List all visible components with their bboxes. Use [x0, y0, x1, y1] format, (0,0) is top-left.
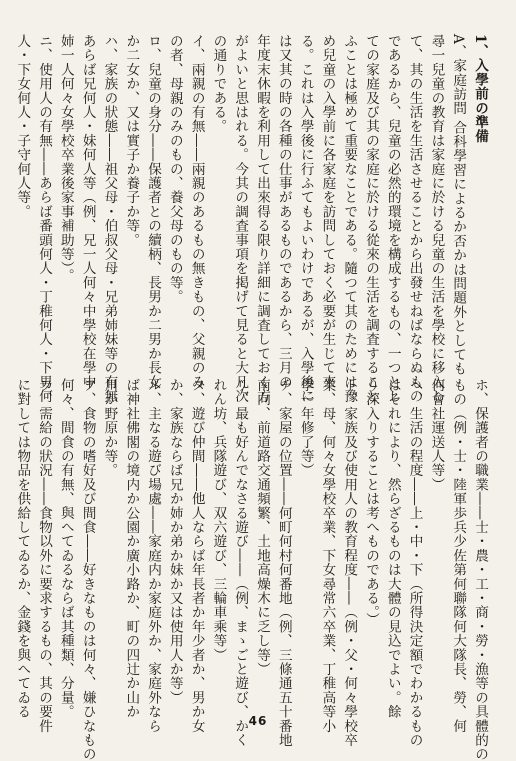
- text-line: はそれにより、然らざるものは大體の見込でよい。餘: [384, 378, 401, 719]
- text-line: め兒童の入學前に各家庭を訪問しておく必要が生じて來: [319, 34, 336, 389]
- text-line: 何會社運送人等）: [428, 378, 445, 492]
- text-line: か二女か、又は實子か養子か等。: [123, 34, 140, 247]
- text-line: ば神社佛閣の境内か公園か廣小路か、町の四辻か山か: [123, 378, 140, 719]
- text-line: イ、兩親の有無――兩親のあるもの無きもの、父親のみ: [188, 34, 205, 389]
- text-line: ニ、使用人の有無――あらば番頭何人・丁稚何人・下男何: [36, 34, 53, 404]
- upper-text-block: [10, 34, 490, 404]
- text-line: 業、母、何々女學校卒業、下女尋常六卒業、丁稚高等小: [319, 378, 336, 733]
- text-line: 尋一兒童の教育は家庭に於ける兒童の生活を學校に移入し: [428, 34, 445, 404]
- text-line: チ、家屋の位置――何町何村何番地（例、三條通五十番地: [275, 378, 292, 748]
- text-line: 學一年修了等）: [297, 378, 314, 478]
- text-line: ロ、兒童の身分――保護者との續柄、長男か二男か長女: [145, 34, 162, 389]
- text-line: る。これは入學後に行ふてもよいわけであるが、入學後に: [297, 34, 314, 404]
- text-line: ワ、需給の狀況――食物以外に要求するもの、其の要件: [36, 378, 53, 733]
- text-line: がよいと思はれる。今其の調査事項を掲げて見ると大凡次: [232, 34, 249, 404]
- text-line: ての家庭及び其の家庭に於ける從來の生活を調査すること: [363, 34, 380, 404]
- text-line: 川か野原か等。: [101, 378, 118, 478]
- text-line: 姉一人何々女學校卒業後家事補助等）。: [57, 34, 74, 283]
- text-line: ヘ、生活の程度――上・中・下（所得決定額でわかるもの: [406, 378, 423, 748]
- text-line: り深入りすることは考へものである。）: [363, 378, 380, 627]
- text-line: 人・下女何人・子守何人等。: [14, 34, 31, 219]
- text-line: 何々、間食の有無、與へてゐるならば其種類、分量。: [57, 378, 74, 719]
- text-line: リ、最も好んでなさる遊び――（例、まゝごと遊び、かく: [232, 378, 249, 748]
- section-heading: 1、入學前の準備: [472, 34, 488, 144]
- page-number: 46: [248, 714, 268, 728]
- text-line: 年度末休暇を利用して出來得る限り詳細に調査しておく方: [254, 34, 271, 404]
- text-line: は又其の時の各種の仕事があるものであるから、三月の: [275, 34, 292, 389]
- text-line: ふことは極めて重要なことである。隨つて其のためには豫: [341, 34, 358, 404]
- text-line: A、家庭訪問 合科學習によるか否かは問題外としても: [450, 34, 467, 376]
- text-line: の通りである。: [210, 34, 227, 134]
- text-line: て、其の生活を生活させることから出發せねばならぬもの: [406, 34, 423, 404]
- text-line: か、家族ならば兄か姉か弟か妹か又は使用人か等）: [166, 378, 183, 705]
- text-line: ル、主なる遊び場處――家庭内か家庭外か、家庭外なら: [145, 378, 162, 733]
- text-line: ヌ、遊び仲間――他人ならば年長者か年少者か、男か女: [188, 378, 205, 733]
- text-line: の者、母親のみのもの、養父母のもの等。: [166, 34, 183, 304]
- text-line: れん坊、兵隊遊び、双六遊び、三輪車乘等）: [210, 378, 227, 662]
- text-line: に對しては物品を供給してゐるか、金錢を與へてゐる: [14, 378, 31, 719]
- text-line: ハ、家族の狀態――祖父母・伯叔父母・兄弟姉妹等の有無: [101, 34, 118, 404]
- text-line: ト、家族及び使用人の教育程度――（例・父・何々學校卒: [341, 378, 358, 748]
- text-line: 南向、前道路交通頻繁、土地高燥木に乏し等）: [254, 378, 271, 677]
- text-line: ホ、保護者の職業――士・農・工・商・勞・漁等の具體的の: [472, 378, 488, 761]
- text-line: あらば兄何人・妹何人等（例、兄一人何々中學校在學中: [79, 34, 96, 389]
- text-line: もの（例・士・陸軍歩兵少佐第何聯隊何大隊長、勞、何: [450, 378, 467, 733]
- text-line: であるから、兒童の必然的環境を構成するもの、一つとし: [384, 34, 401, 404]
- text-line: ヲ、食物の嗜好及び間食――好きなものは何々、嫌ひなもの: [79, 378, 96, 761]
